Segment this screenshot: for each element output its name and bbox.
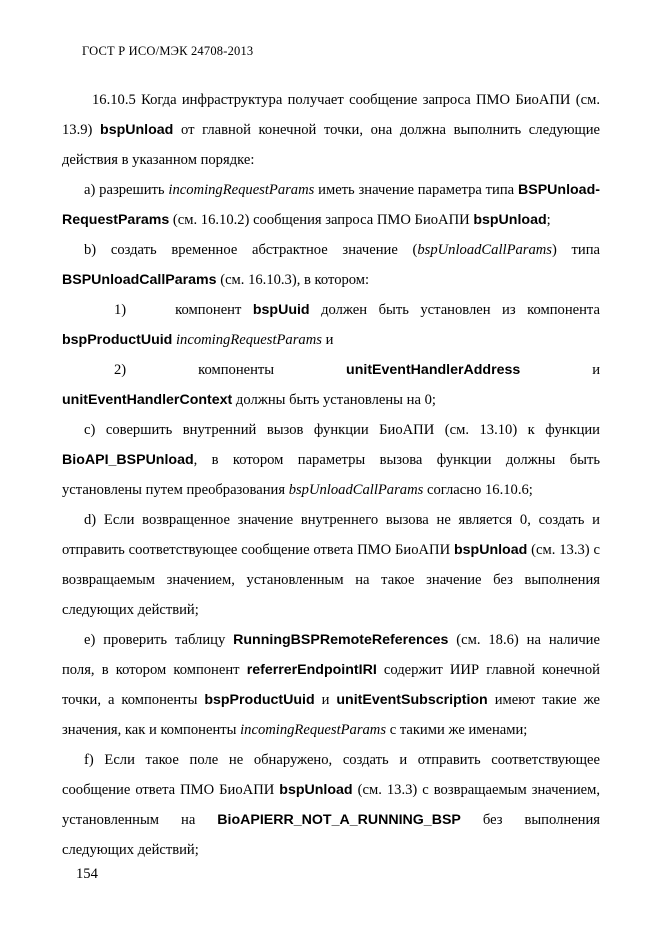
item-f-text-2: (см. 13.3) с возвращаемым значением, установленным на xyxy=(62,782,600,828)
paragraph-16-10-5 xyxy=(62,85,600,175)
intro-text-1: Когда инфраструктура получает сообщение запроса ПМО БиоАПИ (см. 13.9) xyxy=(62,92,600,138)
intro-text-2: от главной конечной точки, она должна выполнить следующие действия в указанном порядке: xyxy=(62,122,601,168)
item-f-text-3: без выполнения следующих действий; xyxy=(62,812,600,858)
term-incomingrequestparams-a: incomingRequestParams xyxy=(168,182,315,198)
item-e-text-5: и xyxy=(321,692,330,708)
term-runningbspremotereferences: RunningBSPRemoteReferences xyxy=(233,632,449,648)
item-marker-e: e) xyxy=(84,632,96,648)
term-bspunload-f: bspUnload xyxy=(279,782,353,798)
term-bspunload-a: bspUnload xyxy=(473,212,547,228)
item-c-text-3: согласно 16.10.6; xyxy=(426,482,533,498)
term-bspunloadcallparams-type: BSPUnloadCallParams xyxy=(62,272,217,288)
paragraph-item-d xyxy=(62,505,600,625)
paragraph-item-e xyxy=(62,625,600,745)
paragraph-item-a xyxy=(62,175,600,235)
item-marker-a: a) xyxy=(84,182,96,198)
paragraph-item-c xyxy=(62,415,600,505)
item-a-text-2: иметь значение параметра типа xyxy=(318,182,515,198)
item-e-text-4: , а компоненты xyxy=(97,692,198,708)
item-c-text-1: совершить внутренний вызов функции БиоАПИ (см. 13.10) к функции xyxy=(105,422,600,438)
paragraph-item-b-2 xyxy=(62,355,600,415)
term-incomingrequestparams-b1: incomingRequestParams xyxy=(176,332,322,348)
item-e-text-2: (см. 18.6) на наличие поля, в котором компонент xyxy=(62,632,600,678)
item-marker-b-1: 1) xyxy=(114,302,127,318)
item-e-text-1: проверить таблицу xyxy=(103,632,226,648)
item-e-text-7: с такими же именами; xyxy=(389,722,528,738)
item-b-text-1: создать временное абстрактное значение ( xyxy=(110,242,418,258)
item-b-text-3: (см. 16.10.3), в котором: xyxy=(220,272,370,288)
item-marker-b-2: 2) xyxy=(114,362,127,378)
item-marker-f: f) xyxy=(84,752,94,768)
item-b-1-text-1: компонент xyxy=(175,302,242,318)
term-referrerendpointiri: referrerEndpointIRI xyxy=(246,662,377,678)
item-b-1-text-2: должен быть установлен из компонента xyxy=(321,302,600,318)
term-bspproductuuid-b1: bspProductUuid xyxy=(62,332,173,348)
item-b-2-text-2: и xyxy=(592,362,601,378)
item-d-text-2: (см. 13.3) с возвращаемым значением, установленным на такое значение без выполнения следующих действий; xyxy=(62,542,600,618)
item-f-text-1: Если такое поле не обнаружено, создать и отправить соответствующее сообщение ответа ПМО БиоАПИ xyxy=(62,752,600,798)
clause-number: 16.10.5 xyxy=(92,92,136,108)
item-marker-b: b) xyxy=(84,242,97,258)
document-body xyxy=(62,85,600,865)
term-bspunloadcallparams-b: bspUnloadCallParams xyxy=(417,242,552,258)
item-b-2-text-1: компоненты xyxy=(198,362,275,378)
term-bspunloadcallparams-c: bspUnloadCallParams xyxy=(288,482,424,498)
paragraph-item-f xyxy=(62,745,600,865)
paragraph-item-b xyxy=(62,235,600,295)
term-bspunload: bspUnload xyxy=(100,122,174,138)
term-bspunload-d: bspUnload xyxy=(453,542,528,558)
term-uniteventhandlercontext: unitEventHandlerContext xyxy=(62,392,233,408)
term-bspuuid: bspUuid xyxy=(252,302,310,318)
item-marker-c: c) xyxy=(84,422,96,438)
term-bioapi-bspunload: BioAPI_BSPUnload xyxy=(62,452,194,468)
item-e-text-3: содержит ИИР главной конечной точки xyxy=(62,662,600,708)
document-header: ГОСТ Р ИСО/МЭК 24708-2013 xyxy=(82,44,254,58)
item-b-2-text-3: должны быть установлены на 0; xyxy=(235,392,436,408)
term-bioapierr-not-a-running-bsp: BioAPIERR_NOT_A_RUNNING_BSP xyxy=(217,812,461,828)
term-bspunload-requestparams: BSPUnload-RequestParams xyxy=(62,182,600,228)
item-b-1-text-3: и xyxy=(325,332,334,348)
item-e-text-6: имеют такие же значения, как и компоненты xyxy=(62,692,600,738)
term-uniteventhandleraddress: unitEventHandlerAddress xyxy=(346,362,521,378)
page-number: 154 xyxy=(76,866,98,882)
paragraph-item-b-1 xyxy=(62,295,600,355)
item-d-text-1: Если возвращенное значение внутреннего вызова не является 0, создать и отправить соответствующее сообщение ответа ПМО БиоАПИ xyxy=(62,512,600,558)
term-bspproductuuid-e: bspProductUuid xyxy=(204,692,315,708)
term-uniteventsubscription: unitEventSubscription xyxy=(336,692,488,708)
item-b-text-2: ) типа xyxy=(551,242,601,258)
item-c-text-2: , в котором параметры вызова функции должны быть установлены путем преобразования xyxy=(62,452,600,498)
item-a-text-3: (см. 16.10.2) сообщения запроса ПМО БиоАПИ xyxy=(172,212,470,228)
item-marker-d: d) xyxy=(84,512,97,528)
item-a-text-1: разрешить xyxy=(99,182,165,198)
item-a-text-4: ; xyxy=(546,212,551,228)
term-incomingrequestparams-e: incomingRequestParams xyxy=(240,722,387,738)
